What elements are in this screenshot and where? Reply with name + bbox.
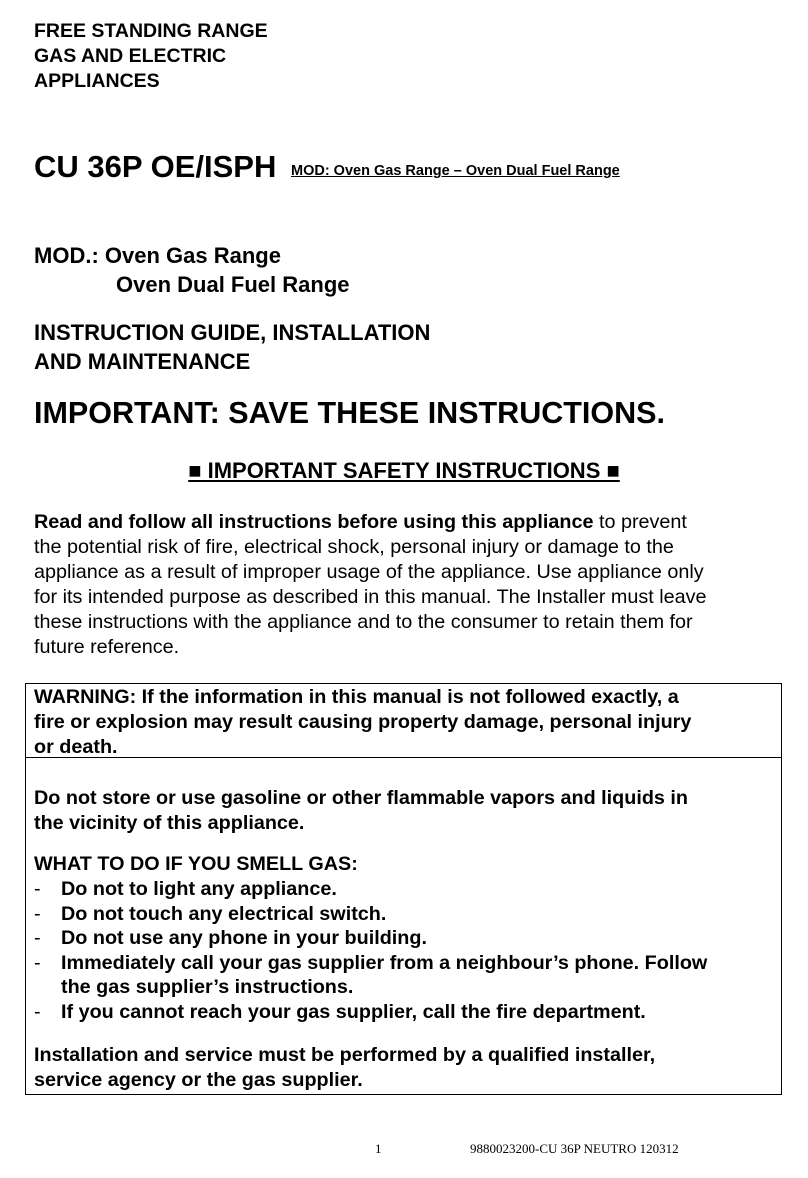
guide-title-line: AND MAINTENANCE [34,349,251,374]
list-item [34,926,707,951]
warning-divider [26,757,781,758]
model-variants [34,241,350,299]
dash-bullet: - [34,927,41,949]
list-item [34,1000,707,1025]
step-line: Do not touch any electrical switch. [61,902,387,925]
intro-line [34,510,774,535]
step-line: Do not use any phone in your building. [61,927,427,949]
intro-bold: Read and follow all instructions before using this appliance [34,511,594,533]
gasoline-line: Do not store or use gasoline or other flammable vapors and liquids in [34,787,688,809]
step-line: Do not to light any appliance. [61,878,337,900]
dash-bullet: - [34,902,41,925]
guide-title [34,318,430,376]
warning-line: or death. [34,736,118,758]
warning-box [25,683,782,1095]
header-line: APPLIANCES [34,70,160,92]
header-line: GAS AND ELECTRIC [34,45,227,67]
gas-steps-list [34,877,707,1024]
intro-line: the potential risk of fire, electrical shock, personal injury or damage to the [34,536,674,558]
intro-line: appliance as a result of improper usage of the appliance. Use appliance only [34,561,704,583]
dash-bullet: - [34,1000,41,1023]
intro-paragraph [34,510,774,660]
intro-line: these instructions with the appliance and to the consumer to retain them for [34,611,693,633]
installation-notice [34,1043,655,1093]
smell-gas-heading: WHAT TO DO IF YOU SMELL GAS: [34,853,358,875]
model-variant-line: MOD.: Oven Gas Range [34,243,281,268]
guide-title-line: INSTRUCTION GUIDE, INSTALLATION [34,320,431,345]
model-code: CU 36P OE/ISPH [34,149,277,184]
gasoline-line: the vicinity of this appliance. [34,812,305,834]
intro-line: future reference. [34,636,180,658]
gasoline-warning [34,786,688,836]
list-item [34,951,707,1000]
step-line: Immediately call your gas supplier from a neighbour’s phone. Follow [61,951,708,974]
important-notice: IMPORTANT: SAVE THESE INSTRUCTIONS. [34,396,665,430]
step-line: the gas supplier’s instructions. [61,976,354,998]
page-number: 1 [375,1141,382,1156]
install-line: service agency or the gas supplier. [34,1069,363,1091]
model-variant-line: Oven Dual Fuel Range [116,272,350,297]
document-header [34,19,268,94]
warning-line: fire or explosion may result causing property damage, personal injury [34,711,692,733]
install-line: Installation and service must be performed by a qualified installer, [34,1044,656,1066]
document-code: 9880023200-CU 36P NEUTRO 120312 [470,1141,679,1156]
warning-line: WARNING: If the information in this manual is not followed exactly, a [34,686,679,708]
intro-rest: to prevent [593,511,687,533]
dash-bullet: - [34,878,41,900]
list-item [34,902,707,927]
header-line: FREE STANDING RANGE [34,20,268,42]
model-subtitle: MOD: Oven Gas Range – Oven Dual Fuel Range [291,163,620,179]
safety-heading: ■ IMPORTANT SAFETY INSTRUCTIONS ■ [188,458,620,483]
list-item [34,877,707,902]
dash-bullet: - [34,951,41,974]
step-line: If you cannot reach your gas supplier, call the fire department. [61,1000,646,1023]
intro-line: for its intended purpose as described in this manual. The Installer must leave [34,586,707,608]
warning-text [34,685,691,760]
